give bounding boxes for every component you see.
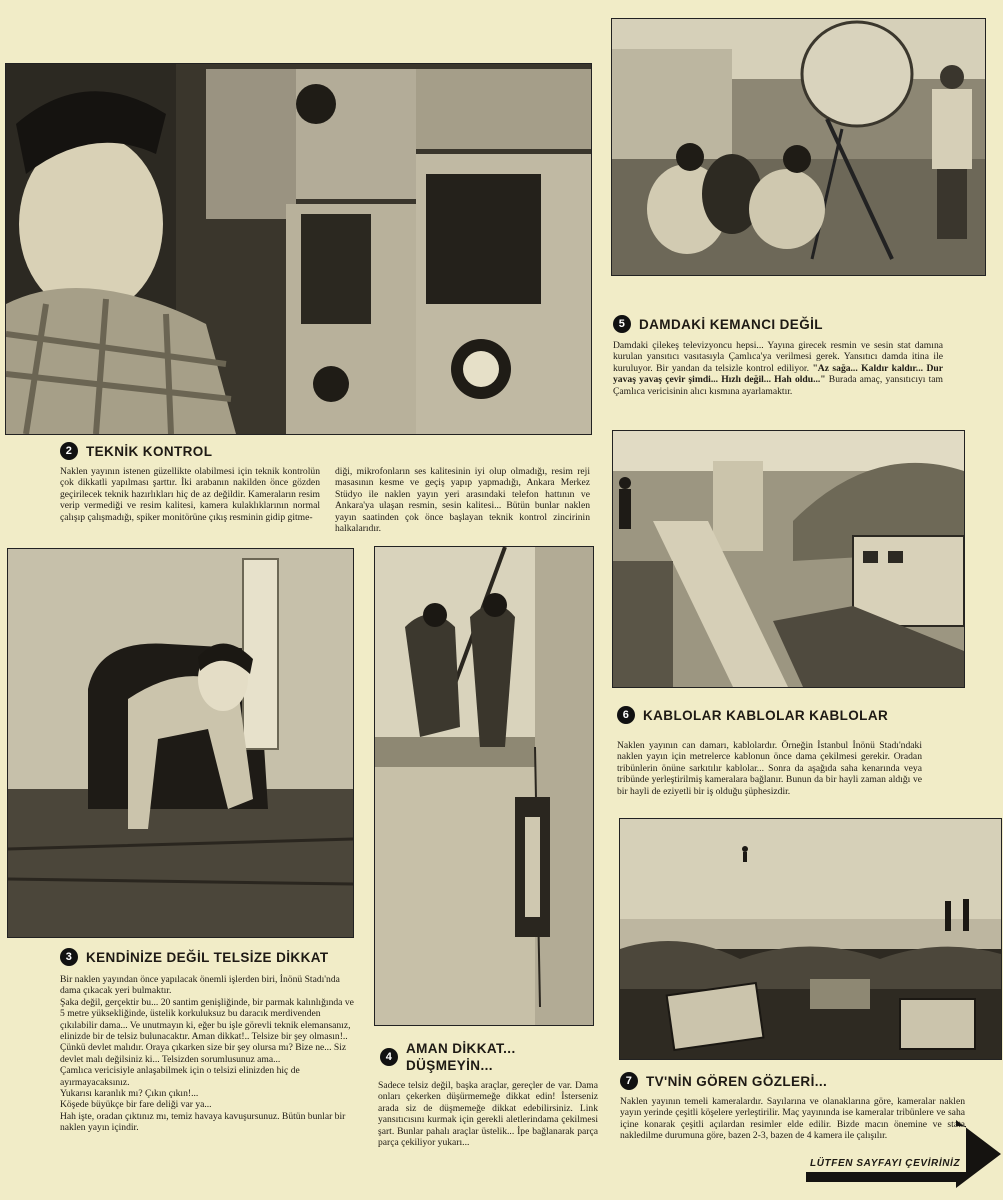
section-3-line-4: Çamlıca vericisiyle anlaşabilmek için o telsizi elinizden hiç de ayırmayacaksınız.	[60, 1065, 300, 1088]
section-3-text	[60, 974, 360, 1134]
section-6-heading	[617, 706, 888, 724]
section-5-title: DAMDAKİ KEMANCI DEĞİL	[639, 316, 823, 332]
section-4-title	[406, 1040, 516, 1074]
section-5-number: 5	[613, 315, 631, 333]
roof-lifting-illustration	[375, 547, 593, 1025]
technical-control-illustration	[6, 64, 591, 434]
dish-antenna-illustration	[612, 19, 985, 275]
section-4-heading	[380, 1040, 516, 1074]
section-2-column-2	[335, 466, 590, 534]
section-7-number: 7	[620, 1072, 638, 1090]
section-7-title: TV'NİN GÖREN GÖZLERİ...	[646, 1073, 828, 1089]
section-7-heading	[620, 1072, 827, 1090]
section-4-number: 4	[380, 1048, 398, 1066]
man-crawling-illustration	[8, 549, 353, 937]
section-4-text	[378, 1080, 598, 1148]
stadium-cameras-illustration	[620, 819, 1001, 1059]
section-3-line-1: Bir naklen yayından önce yapılacak önemli işlerden biri, İnönü Stadı'nda dama çıkacak yeri bulmaktır.	[60, 974, 340, 997]
section-2-heading	[60, 442, 212, 460]
section-5-text	[613, 340, 943, 397]
section-2-paragraph-1: Naklen yayının istenen güzellikte olabilmesi için teknik kontrolün çok dikkatli yapılması şarttır. İki arabanın nakilden önce gözden geçirilecek teknik hazırlıkları hiç de az değildir. Kameraların resim verip vermediği ve resim kalitesi, kamera kulaklıklarının normal çalışıp çalışmadığı, spiker monitörüne çıkış resminin gidip gitme-	[60, 466, 320, 523]
section-4-paragraph: Sadece telsiz değil, başka araçlar, gereçler de var. Dama onları çekerken düşürmemeğe dikkat edin! İsterseniz arada siz de düşmemeğe dikkat edebilirsiniz. Link yansıtıcısını kurmak için gerekli aletlerindama çekilmesi şart. Bunlar pahalı araçlar üstelik... İpe bağlanarak parça parça çekiliyor yukarı...	[378, 1080, 598, 1149]
section-5-tail: Burada amaç, yansıtıcıyı tam Çamlıca vericisinin alıcı kısmına ayarlamaktır.	[613, 374, 944, 397]
section-2-number: 2	[60, 442, 78, 460]
section-6-number: 6	[617, 706, 635, 724]
cables-stadium-photo	[612, 430, 965, 688]
section-3-number: 3	[60, 948, 78, 966]
section-2-paragraph-2: diği, mikrofonların ses kalitesinin iyi olup olmadığı, resim reji masasının kesme ve geçiş yapıp yapmadığı, Ankara Merkez Stüdyo ile naklen yayın yeri arasındaki telefon hattının ve Ankara'ya ulaşan resmin, sesin kalitesi... Bütün bunlar naklen yayın saatinden çok önce başlayan teknik kontrol zincirinin halkalarıdır.	[335, 466, 590, 535]
man-crawling-hole-photo	[7, 548, 354, 938]
section-4-title-line-2: DÜŞMEYİN...	[406, 1058, 493, 1073]
section-2-column-1	[60, 466, 320, 523]
page-turn-arrow-icon	[806, 1110, 1001, 1190]
section-2-title: TEKNİK KONTROL	[86, 443, 213, 459]
section-3-line-7: Hah işte, oradan çıktınız mı, temiz havaya kavuşursunuz. Bütün bunlar bir naklen yayın içindir.	[60, 1110, 346, 1134]
roof-lifting-equipment-photo	[374, 546, 594, 1026]
section-6-text	[617, 740, 922, 797]
page-turn-label[interactable]: LÜTFEN SAYFAYI ÇEVİRİNİZ	[810, 1158, 961, 1169]
dish-antenna-roof-photo	[611, 18, 986, 276]
section-6-paragraph: Naklen yayının can damarı, kablolardır. Örneğin İstanbul İnönü Stadı'ndaki naklen yayın için metrelerce kablonun önce dama çekilmesi gerekir. Oradan tribünlerin önüne sarkıtılır kablolar... Sonra da aşağıda saha kenarında veya tribünde yerleştirilmiş kameralara bağlanır. Bunun da bir hayli zaman aldığı ve bir hayli de eziyetli bir iş olduğu şüphesizdir.	[617, 740, 922, 797]
section-5-heading	[613, 315, 823, 333]
section-4-title-line-1: AMAN DİKKAT...	[406, 1041, 516, 1056]
section-3-line-2: Şaka değil, gerçektir bu... 20 santim genişliğinde, bir parmak kalınlığında ve 5 metre yüksekliğinde, üstelik korkuluksuz bu daracık merdivenden çıkılabilir dama... Ve unutmayın ki, eğer bu işle görevli teknik elemansanız, elinizde bir de telsiz bulunacaktır. Aman dikkat!.. Telsize bir şey olmasın!..	[60, 996, 354, 1043]
section-3-line-5: Yukarısı karanlık mı? Çıkın çıkın!...	[60, 1088, 199, 1100]
section-3-title: KENDİNİZE DEĞİL TELSİZE DİKKAT	[86, 949, 329, 965]
cables-stadium-illustration	[613, 431, 964, 687]
section-3-heading	[60, 948, 329, 966]
stadium-cameras-photo	[619, 818, 1002, 1060]
section-3-line-3: Çünkü devlet malıdır. Oraya çıkarken size bir şey olursa mı? Bize ne... Siz devlet malı değilsiniz ki... Telsizden sorumlusunuz ama...	[60, 1042, 347, 1065]
section-5-paragraph: Damdaki çilekeş televizyoncu hepsi... Yayına girecek resmin ve sesin stat damına kurulan yansıtıcı vasıtasıyla Çamlıca'ya verilmesi gerek. Yansıtıcı damda itina ile kuruluyor. Bir yandan da telsizle kontrol ediliyor.	[613, 340, 943, 374]
section-6-title: KABLOLAR KABLOLAR KABLOLAR	[643, 707, 889, 723]
section-3-line-6: Köşede büyükçe bir fare deliği var ya...	[60, 1099, 212, 1111]
section-5-quote: "Az sağa... Kaldır kaldır... Dur yavaş yavaş çevir şimdi... Hızlı değil... Hah oldu..."	[613, 362, 943, 386]
section-7-paragraph: Naklen yayının temeli kameralardır. Sayılarına ve olanaklarına göre, kameralar naklen yayın yerinde çeşitli köşelere yerleştirilir. Maç yayınında ise kameralar tribünlere ve saha içine konarak çeşitli açılardan resimler elde edilir. Bizde macın önemine ve stata nakledilme durumuna göre, bazen 2-3, bazen de 4 kamera ile çalışılır.	[620, 1096, 965, 1142]
technical-control-photo	[5, 63, 592, 435]
